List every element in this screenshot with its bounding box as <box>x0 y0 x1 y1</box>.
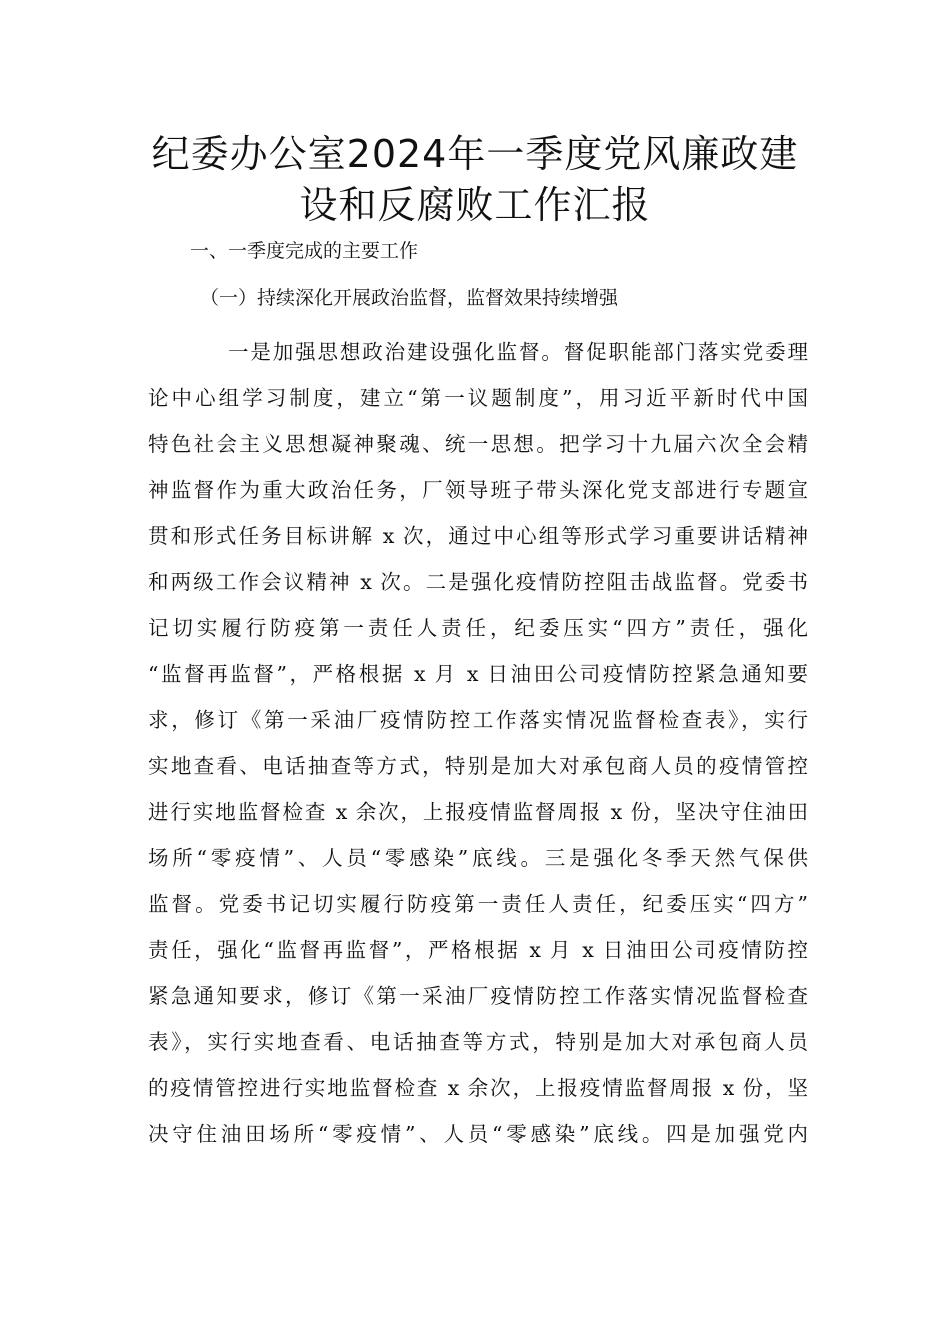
body-line: 紧急通知要求，修订《第一采油厂疫情防控工作落实情况监督检查 <box>148 984 808 1008</box>
body-line: 进行实地监督检查 x 余次，上报疫情监督周报 x 份，坚决守住油田 <box>148 800 808 824</box>
subsection-heading: （一）持续深化开展政治监督，监督效果持续增强 <box>200 287 619 309</box>
body-line: 监督。党委书记切实履行防疫第一责任人责任，纪委压实“四方” <box>148 892 808 916</box>
body-line: 贯和形式任务目标讲解 x 次，通过中心组等形式学习重要讲话精神 <box>148 524 808 548</box>
body-line: 神监督作为重大政治任务，厂领导班子带头深化党支部进行专题宣 <box>148 478 808 502</box>
body-line: 记切实履行防疫第一责任人责任，纪委压实“四方”责任，强化 <box>148 616 808 640</box>
body-line: 和两级工作会议精神 x 次。二是强化疫情防控阻击战监督。党委书 <box>148 570 808 594</box>
body-line: 的疫情管控进行实地监督检查 x 余次，上报疫情监督周报 x 份，坚 <box>148 1076 808 1100</box>
body-line: 场所“零疫情”、人员“零感染”底线。三是强化冬季天然气保供 <box>148 846 808 870</box>
body-line: 表》，实行实地查看、电话抽查等方式，特别是加大对承包商人员 <box>148 1030 808 1054</box>
document-title-line-1: 纪委办公室2024年一季度党风廉政建 <box>151 132 799 176</box>
body-line: 决守住油田场所“零疫情”、人员“零感染”底线。四是加强党内 <box>148 1122 808 1146</box>
body-line: 求，修订《第一采油厂疫情防控工作落实情况监督检查表》，实行 <box>148 708 808 732</box>
body-line: 责任，强化“监督再监督”，严格根据 x 月 x 日油田公司疫情防控 <box>148 938 808 962</box>
body-line: 一是加强思想政治建设强化监督。督促职能部门落实党委理 <box>228 340 808 364</box>
body-line: 实地查看、电话抽查等方式，特别是加大对承包商人员的疫情管控 <box>148 754 808 778</box>
body-line: “监督再监督”，严格根据 x 月 x 日油田公司疫情防控紧急通知要 <box>148 662 808 686</box>
document-title-line-2: 设和反腐败工作汇报 <box>299 183 651 227</box>
body-line: 论中心组学习制度，建立“第一议题制度”，用习近平新时代中国 <box>148 386 808 410</box>
section-heading: 一、一季度完成的主要工作 <box>190 240 419 262</box>
body-line: 特色社会主义思想凝神聚魂、统一思想。把学习十九届六次全会精 <box>148 432 808 456</box>
